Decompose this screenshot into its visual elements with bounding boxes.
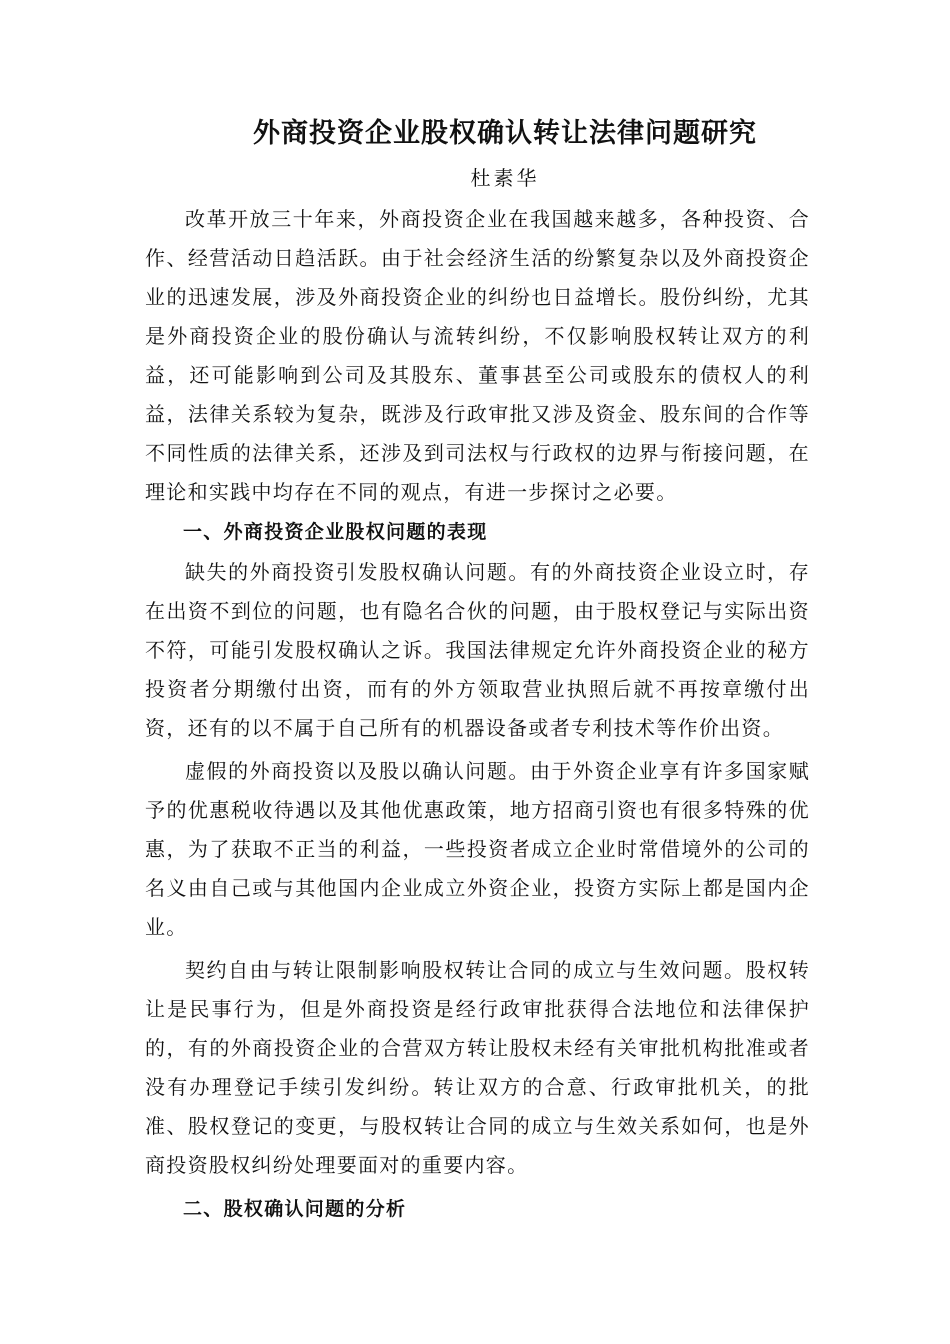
intro-paragraph: 改革开放三十年来，外商投资企业在我国越来越多，各种投资、合作、经营活动日趋活跃。由于社会经济生活的纷繁复杂以及外商投资企业的迅速发展，涉及外商投资企业的纠纷也日益增长。股份纠纷，尤其是外商投资企业的股份确认与流转纠纷，不仅影响股权转让双方的利益，还可能影响到公司及其股东、董事甚至公司或股东的债权人的利益，法律关系较为复杂，既涉及行政审批又涉及资金、股东间的合作等不同性质的法律关系，还涉及到司法权与行政权的边界与衔接问题，在理论和实践中均存在不同的观点，有进一步探讨之必要。 bbox=[145, 207, 810, 504]
section-heading-2: 二、股权确认问题的分析 bbox=[183, 1198, 407, 1220]
body-paragraph-contract-freedom: 契约自由与转让限制影响股权转让合同的成立与生效问题。股权转让是民事行为，但是外商投资是经行政审批获得合法地位和法律保护的，有的外商投资企业的合营双方转让股权未经有关审批机构批准或者没有办理登记手续引发纠纷。转让双方的合意、行政审批机关，的批准、股权登记的变更，与股权转让合同的成立与生效关系如何，也是外商投资股权纠纷处理要面对的重要内容。 bbox=[145, 958, 810, 1177]
body-paragraph-false-investment: 虚假的外商投资以及股以确认问题。由于外资企业享有许多国家赋予的优惠税收待遇以及其他优惠政策，地方招商引资也有很多特殊的优惠，为了获取不正当的利益，一些投资者成立企业时常借境外的公司的名义由自己或与其他国内企业成立外资企业，投资方实际上都是国内企业。 bbox=[145, 759, 810, 939]
document-body bbox=[145, 200, 810, 1230]
section-heading-1: 一、外商投资企业股权问题的表现 bbox=[183, 521, 488, 543]
document-title: 外商投资企业股权确认转让法律问题研究 bbox=[253, 118, 757, 149]
body-paragraph-missing-investment: 缺失的外商投资引发股权确认问题。有的外商技资企业设立时，存在出资不到位的问题，也有隐名合伙的问题，由于股权登记与实际出资不符，可能引发股权确认之诉。我国法律规定允许外商投资企业的秘方投资者分期缴付出资，而有的外方领取营业执照后就不再按章缴付出资，还有的以不属于自己所有的机器设备或者专利技术等作价出资。 bbox=[145, 560, 810, 740]
document-author: 杜素华 bbox=[470, 166, 540, 190]
